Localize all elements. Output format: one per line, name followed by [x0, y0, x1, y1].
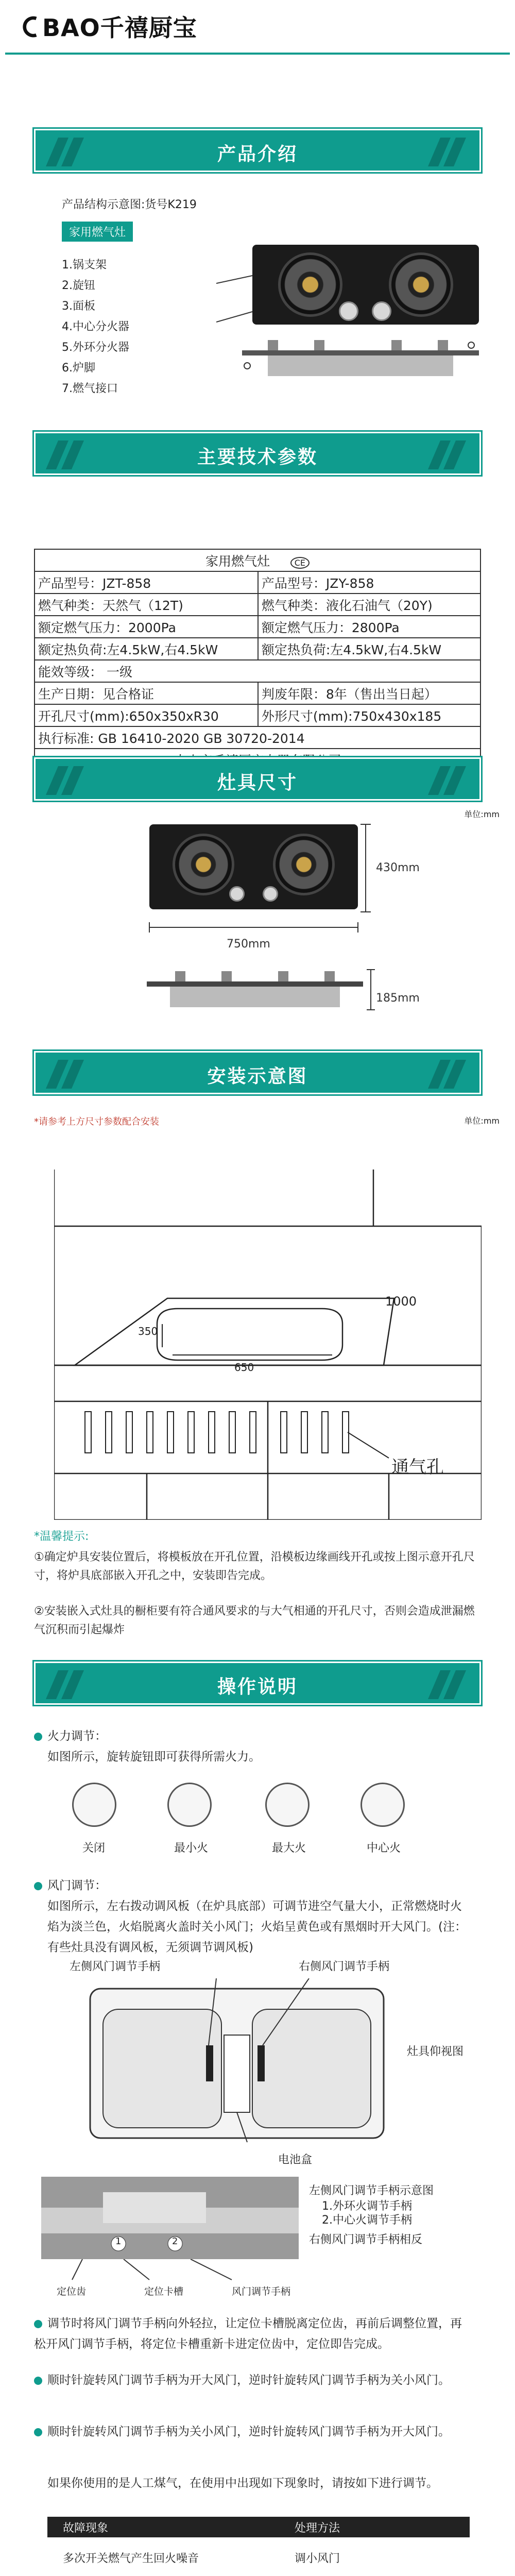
list-item: 6.炉脚	[62, 362, 95, 375]
left-knob	[339, 301, 358, 321]
section-banner-operation	[34, 1662, 481, 1705]
list-item: 3.面板	[62, 300, 95, 313]
callout-lines	[216, 245, 258, 332]
air-desc: 如图所示，左右拨动调风板（在炉具底部）可调节进空气量大小，正常燃烧时火焰为淡兰色，火焰脱离火盖时关小风门；火焰呈黄色或有黑烟时开大风门。(注：有些灶具没有调风板，无须调节调风板)	[47, 1900, 467, 1954]
list-item: 4.中心分火器	[62, 320, 129, 333]
tips-title: *温馨提示:	[34, 1530, 89, 1543]
spec-title-text: 家用燃气灶	[205, 553, 270, 569]
table-cell: 额定燃气压力：2800Pa	[258, 616, 480, 638]
list-item: 1.锅支架	[62, 259, 107, 272]
table-header: 处理方法	[279, 2517, 470, 2537]
bullet-icon	[34, 1882, 42, 1890]
dimension-lines	[139, 822, 376, 956]
right-handle-label: 右侧风门调节手柄	[299, 1960, 390, 1973]
logo-text: BAO千禧厨宝	[42, 14, 197, 42]
table-cell: 额定热负荷:左4.5kW,右4.5kW	[35, 638, 258, 660]
table-cell: 额定热负荷:左4.5kW,右4.5kW	[258, 638, 480, 660]
decor-stripes-icon	[428, 1060, 469, 1089]
decor-stripes-icon	[428, 1670, 469, 1699]
install-note: *请参考上方尺寸参数配合安装	[34, 1116, 159, 1127]
cert-mark: CE	[290, 557, 310, 569]
table-cell: 产品型号：JZY-858	[258, 571, 480, 594]
callout-label: 定位齿	[57, 2286, 87, 2297]
list-item: 5.外环分火器	[62, 341, 129, 354]
unit-label: 单位:mm	[464, 809, 500, 819]
battery-label: 电池盒	[278, 2154, 313, 2166]
fire-desc: 如图所示，旋转旋钮即可获得所需火力。	[47, 1750, 261, 1764]
fire-title-text: 火力调节：	[47, 1730, 107, 1743]
section-title: 产品介绍	[217, 144, 298, 165]
vent-label: 通气孔	[391, 1457, 444, 1478]
decor-stripes-icon	[428, 138, 469, 166]
decor-stripes-icon	[428, 440, 469, 469]
left-handle-label: 左侧风门调节手柄	[70, 1960, 161, 1973]
table-cell: 生产日期：见合格证	[35, 682, 258, 704]
stove-side-image	[237, 335, 484, 384]
table-header: 故障现象	[47, 2517, 279, 2537]
table-cell: 燃气种类：天然气（12T)	[35, 594, 258, 616]
bullet-icon	[34, 2428, 42, 2436]
bottom-view-label: 灶具仰视图	[407, 2045, 464, 2058]
section-banner-intro	[34, 129, 481, 172]
table-cell: 执行标准: GB 16410-2020 GB 30720-2014	[35, 726, 480, 749]
bullet-text	[34, 2421, 472, 2442]
section-title: 主要技术参数	[197, 447, 318, 468]
section-title: 安装示意图	[207, 1066, 308, 1087]
bullet-icon	[34, 2377, 42, 2385]
stove-bottom-view-image	[88, 1978, 397, 2143]
bullet-icon	[34, 2320, 42, 2328]
list-item: 2.旋钮	[62, 279, 95, 292]
fire-title	[34, 1726, 107, 1747]
callout-label: 风门调节手柄	[232, 2286, 291, 2297]
spec-table	[34, 549, 481, 771]
bullet-text-3: 顺时针旋转风门调节手柄为关小风门，逆时针旋转风门调节手柄为开大风门。	[47, 2425, 450, 2438]
height-label: 185mm	[376, 992, 420, 1005]
dim-350: 350	[138, 1325, 158, 1337]
table-cell: 燃气种类：液化石油气（20Y)	[258, 594, 480, 616]
knob-center-icon	[360, 1783, 405, 1827]
right-burner	[389, 252, 453, 317]
product-tag: 家用燃气灶	[62, 222, 133, 242]
structure-caption: 产品结构示意图:货号K219	[62, 198, 197, 211]
width-label: 750mm	[227, 938, 270, 951]
left-burner	[278, 252, 342, 317]
knob-off-icon	[72, 1783, 116, 1827]
knob-label: 中心火	[367, 1842, 401, 1855]
bullet-text	[34, 2313, 472, 2354]
diagram-item: 1.外环火调节手柄	[322, 2200, 412, 2213]
dim-1000: 1000	[385, 1294, 417, 1309]
bullet-text-1: 调节时将风门调节手柄向外轻拉，让定位卡槽脱离定位齿，再前后调整位置，再松开风门调节手柄，将定位卡槽重新卡进定位齿中，定位即告完成。	[34, 2317, 462, 2351]
logo-icon	[21, 14, 40, 39]
knob-min-icon	[167, 1783, 212, 1827]
header-divider	[5, 53, 510, 55]
air-title	[34, 1875, 107, 1896]
fault-table-1	[47, 2517, 470, 2576]
table-cell: 调小风门	[279, 2537, 470, 2576]
bullet-icon	[34, 1733, 42, 1741]
section-banner-specs	[34, 432, 481, 475]
dim-650: 650	[234, 1361, 254, 1374]
decor-stripes-icon	[428, 766, 469, 795]
num-1: 1	[115, 2236, 122, 2247]
section-title: 操作说明	[217, 1676, 298, 1698]
callout-label: 定位卡槽	[144, 2286, 184, 2297]
table-cell: 能效等级： 一级	[35, 660, 480, 682]
depth-label: 430mm	[376, 861, 420, 874]
knob-max-icon	[265, 1783, 310, 1827]
right-knob	[372, 301, 391, 321]
table-cell: 多次开关燃气产生回火噪音	[47, 2537, 279, 2576]
diagram-item: 2.中心火调节手柄	[322, 2214, 412, 2227]
spec-title	[35, 549, 480, 571]
callout-lines	[62, 2259, 268, 2285]
knob-label: 最小火	[174, 1842, 209, 1855]
tip-2: ②安装嵌入式灶具的橱柜要有符合通风要求的与大气相通的开孔尺寸，否则会造成泄漏燃气沉积而引起爆炸	[34, 1605, 475, 1636]
parts-list	[62, 255, 129, 399]
knob-label: 关闭	[82, 1842, 106, 1855]
list-item: 7.燃气接口	[62, 382, 118, 395]
diagram-title: 左侧风门调节手柄示意图	[309, 2184, 434, 2197]
table-cell: 产品型号：JZT-858	[35, 571, 258, 594]
section-banner-install	[34, 1051, 481, 1094]
section-title: 灶具尺寸	[217, 772, 298, 793]
stove-side-size-image	[144, 969, 376, 1015]
bullet-text-2: 顺时针旋转风门调节手柄为开大风门，逆时针旋转风门调节手柄为关小风门。	[47, 2374, 450, 2387]
unit-label: 单位:mm	[464, 1116, 500, 1126]
handle-photo	[41, 2177, 299, 2259]
section-banner-size	[34, 757, 481, 801]
question-1: 如果你使用的是人工煤气，在使用中出现如下现象时，请按如下进行调节。	[47, 2477, 438, 2490]
knob-label: 最大火	[272, 1842, 306, 1855]
tip-1: ①确定炉具安装位置后，将模板放在开孔位置，沿模板边缘画线开孔或按上图示意开孔尺寸，将炉具底部嵌入开孔之中，安装即告完成。	[34, 1551, 475, 1582]
stove-top-image	[252, 245, 479, 325]
table-cell: 外形尺寸(mm):750x430x185	[258, 704, 480, 726]
bullet-text	[34, 2370, 472, 2391]
num-2: 2	[172, 2236, 178, 2247]
air-title-text: 风门调节：	[47, 1879, 107, 1892]
table-cell: 判废年限：8年（售出当日起）	[258, 682, 480, 704]
brand-logo	[21, 9, 197, 43]
table-cell: 开孔尺寸(mm):650x350xR30	[35, 704, 258, 726]
table-cell: 额定燃气压力：2000Pa	[35, 616, 258, 638]
diagram-note: 右侧风门调节手柄相反	[309, 2233, 423, 2246]
